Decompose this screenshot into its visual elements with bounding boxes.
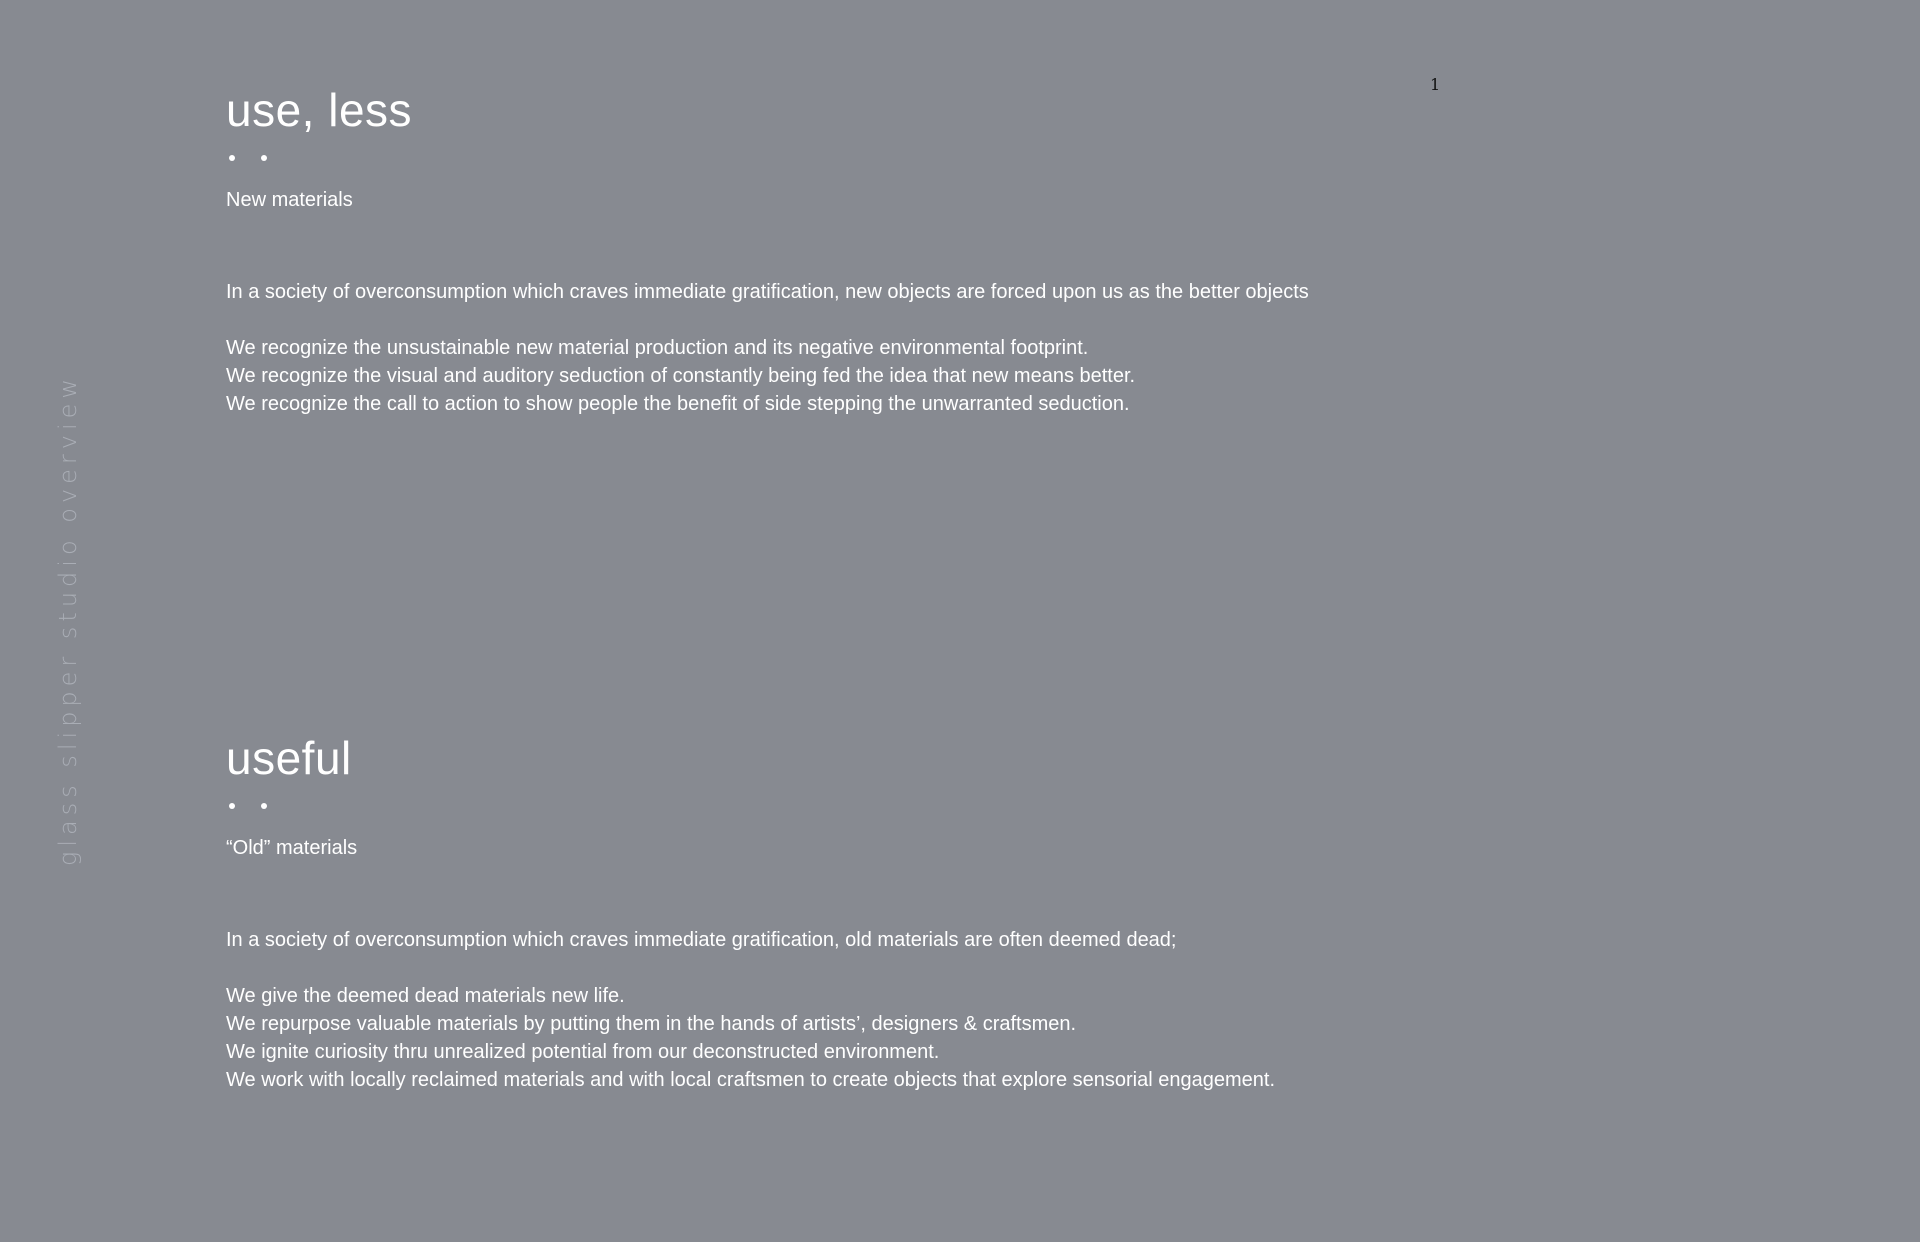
dot-icon <box>229 155 235 161</box>
section-use-less <box>226 80 1706 418</box>
dot-separator <box>229 802 1706 810</box>
statement-line: We recognize the unsustainable new material production and its negative environmental footprint. <box>226 337 1089 359</box>
dot-icon <box>261 803 267 809</box>
statement-line: We work with locally reclaimed materials and with local craftsmen to create objects that explore sensorial engagement. <box>226 1069 1276 1091</box>
statement-line: We recognize the call to action to show people the benefit of side stepping the unwarranted seduction. <box>226 393 1130 415</box>
statement-line: We give the deemed dead materials new life. <box>226 985 625 1007</box>
section-useful <box>226 728 1706 1094</box>
section-statements <box>226 334 1706 418</box>
side-label: glass slipper studio overview <box>54 373 82 867</box>
dot-separator <box>229 154 1706 162</box>
statement-line: We recognize the visual and auditory seduction of constantly being fed the idea that new means better. <box>226 365 1136 387</box>
section-lead: In a society of overconsumption which craves immediate gratification, new objects are forced upon us as the better objects <box>226 281 1309 303</box>
statement-line: We repurpose valuable materials by putting them in the hands of artists’, designers & craftsmen. <box>226 1013 1077 1035</box>
section-lead: In a society of overconsumption which craves immediate gratification, old materials are often deemed dead; <box>226 929 1177 951</box>
page-number: 1 <box>1430 75 1441 94</box>
section-statements <box>226 982 1706 1094</box>
statement-line: We ignite curiosity thru unrealized potential from our deconstructed environment. <box>226 1041 940 1063</box>
dot-icon <box>261 155 267 161</box>
section-title: useful <box>226 732 352 784</box>
section-title: use, less <box>226 84 413 136</box>
section-subtitle: New materials <box>226 189 353 211</box>
dot-icon <box>229 803 235 809</box>
section-subtitle: “Old” materials <box>226 837 358 859</box>
